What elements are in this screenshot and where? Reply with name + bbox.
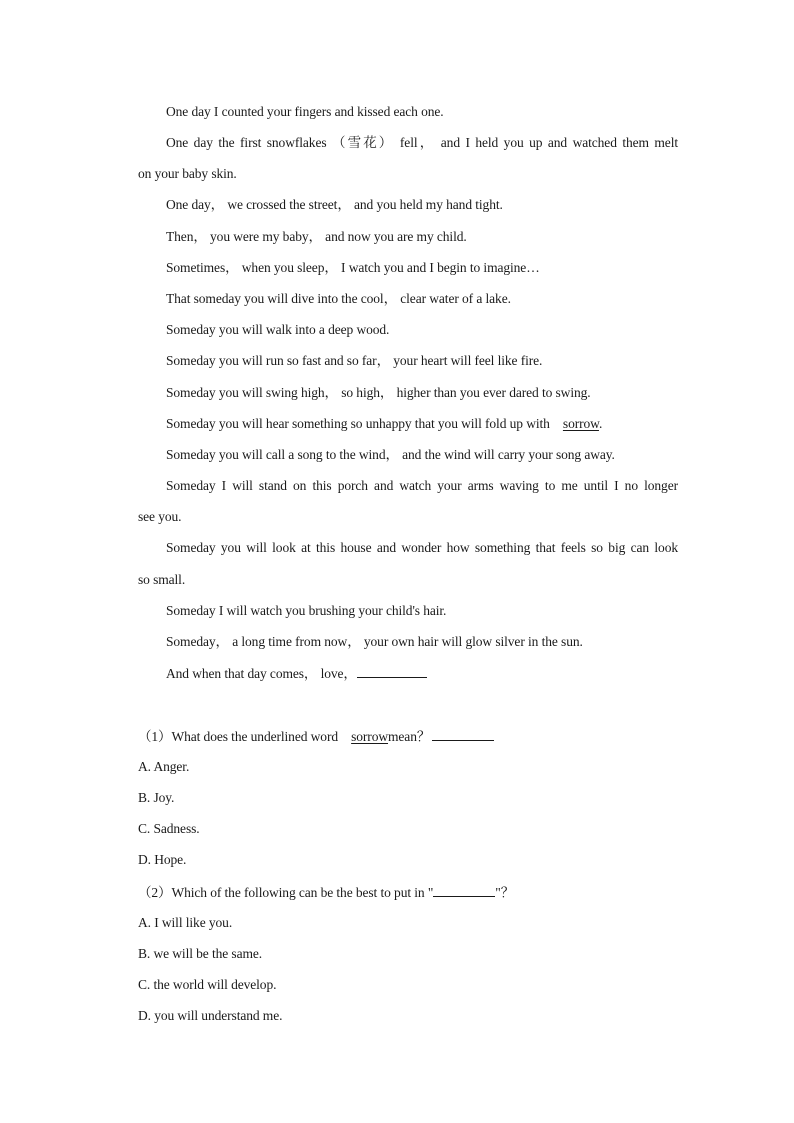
answer-blank[interactable] [357,665,427,678]
passage-line: Someday I will watch you brushing your child's hair. [166,603,447,618]
question-stem-suffix: "？ [495,885,515,900]
question-2-option-a[interactable]: A. I will like you. [138,915,233,930]
passage-line: see you. [138,509,182,524]
underlined-word-sorrow: sorrow [562,416,599,431]
passage-line [166,540,678,556]
question-stem-prefix: （2）Which of the following can be the best to put in " [138,885,434,900]
question-2-stem [138,884,678,901]
passage-line: One day， we crossed the street， and you held my hand tight. [166,197,503,212]
passage-line-sorrow [166,416,678,432]
answer-blank[interactable] [433,884,495,897]
passage-line: Sometimes， when you sleep， I watch you and I begin to imagine… [166,260,540,275]
passage-line: Someday you will walk into a deep wood. [166,322,390,337]
passage-line-suffix: . [598,416,603,431]
passage-line [166,478,678,494]
passage-line-text: One day the first snowflakes （雪花） fell， and I held you up and watched them melt [166,135,678,150]
question-2-option-b[interactable]: B. we will be the same. [138,946,263,961]
question-stem-prefix: （1）What does the underlined word [138,729,338,744]
passage-line: Someday you will swing high， so high， higher than you ever dared to swing. [166,385,591,400]
passage-line: Someday， a long time from now， your own hair will glow silver in the sun. [166,634,583,649]
question-2-option-c[interactable]: C. the world will develop. [138,977,277,992]
question-1-option-b[interactable]: B. Joy. [138,790,175,805]
passage-line-text: And when that day comes， love， [166,666,357,681]
passage-last-line [166,665,678,682]
question-1-option-d[interactable]: D. Hope. [138,852,187,867]
answer-blank[interactable] [432,728,494,741]
passage-line: so small. [138,572,186,587]
passage-line: Then， you were my baby， and now you are my child. [166,229,467,244]
passage-line: Someday you will call a song to the wind， and the wind will carry your song away. [166,447,615,462]
passage-line-text: Someday you will hear something so unhappy that you will fold up with [166,416,550,431]
passage-line-text: Someday I will stand on this porch and watch your arms waving to me until I no longer [166,478,678,493]
passage-line: Someday you will run so fast and so far， your heart will feel like fire. [166,353,543,368]
question-1-stem [138,728,678,745]
passage-line: That someday you will dive into the cool， clear water of a lake. [166,291,511,306]
question-1-option-a[interactable]: A. Anger. [138,759,190,774]
passage-line: One day I counted your fingers and kissed each one. [166,104,444,119]
question-1-option-c[interactable]: C. Sadness. [138,821,200,836]
passage-line: on your baby skin. [138,166,237,181]
passage-line-text: Someday you will look at this house and wonder how something that feels so big can look [166,540,678,555]
question-underlined-word: sorrow [351,729,389,744]
passage-line [166,135,678,151]
question-2-option-d[interactable]: D. you will understand me. [138,1008,283,1023]
question-stem-suffix: mean？ [388,729,431,744]
